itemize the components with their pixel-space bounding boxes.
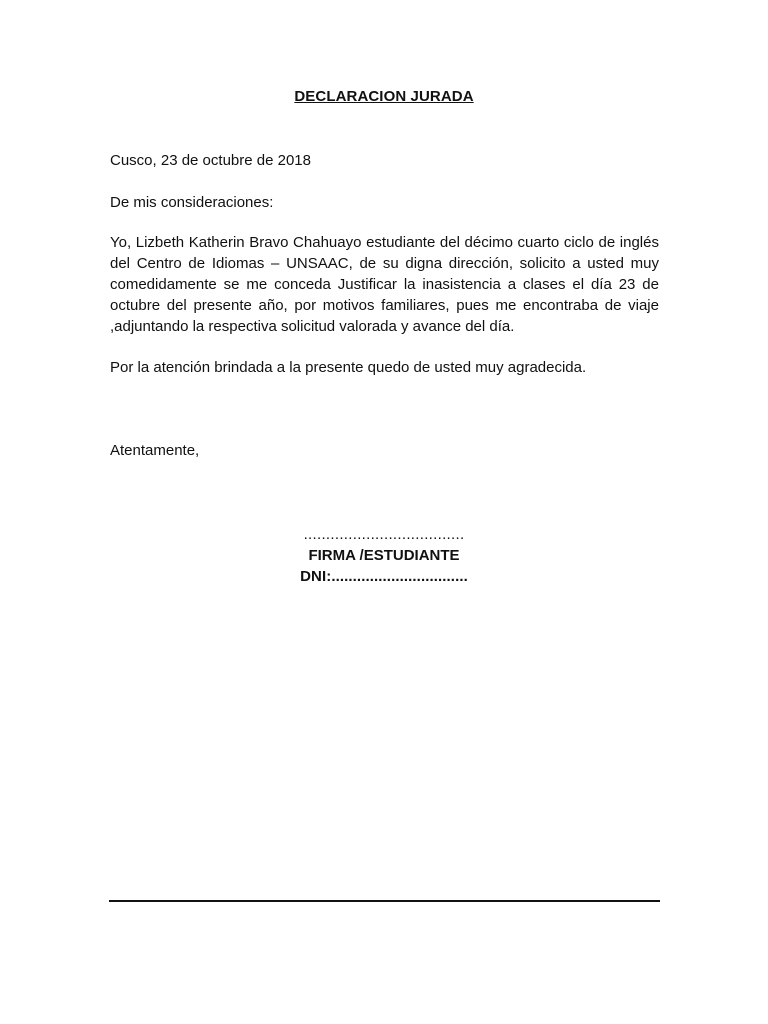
signature-block xyxy=(0,524,768,587)
dni-field: DNI:................................ xyxy=(300,568,468,585)
signature-label: FIRMA /ESTUDIANTE xyxy=(308,547,460,564)
sign-off: Atentamente, xyxy=(110,442,200,459)
body-paragraph: Yo, Lizbeth Katherin Bravo Chahuayo estudiante del décimo cuarto ciclo de inglés del Centro de Idiomas – UNSAAC, de su digna dirección, solicito a usted muy comedidamente se me conceda Justificar la inasistencia a clases el día 23 de octubre del presente año, por motivos familiares, pues me encontraba de viaje ,adjuntando la respectiva solicitud valorada y avance del día. xyxy=(110,234,659,335)
closing-paragraph: Por la atención brindada a la presente quedo de usted muy agradecida. xyxy=(110,359,587,376)
greeting-line: De mis consideraciones: xyxy=(110,194,274,211)
document-title: DECLARACION JURADA xyxy=(294,88,474,105)
signature-line: .................................... xyxy=(303,526,465,543)
footer-rule xyxy=(109,900,660,902)
date-line: Cusco, 23 de octubre de 2018 xyxy=(110,152,311,169)
